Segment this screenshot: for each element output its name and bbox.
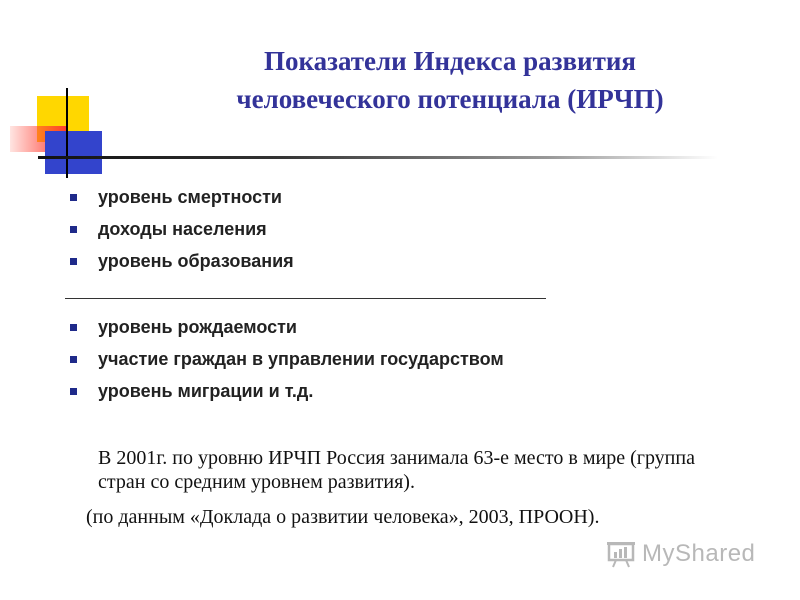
square-bullet-icon <box>70 388 77 395</box>
list-item <box>70 380 504 412</box>
russia-ranking-paragraph: В 2001г. по уровню ИРЧП Россия занимала 63-е место в мире (группа стран со средним уровнем развития). <box>98 447 695 493</box>
presentation-board-icon <box>606 539 636 569</box>
myshared-watermark <box>606 537 755 571</box>
decor-vertical-line <box>66 88 68 178</box>
list-item-label: доходы населения <box>98 219 267 239</box>
slide-title <box>170 42 730 118</box>
list-item <box>70 250 294 282</box>
square-bullet-icon <box>70 226 77 233</box>
list-item-label: уровень рождаемости <box>98 317 297 337</box>
square-bullet-icon <box>70 356 77 363</box>
list-item-label: уровень миграции и т.д. <box>98 381 314 401</box>
indicator-list-primary <box>70 186 294 282</box>
list-item-label: уровень образования <box>98 251 294 271</box>
title-line-1: Показатели Индекса развития <box>263 46 637 76</box>
list-item <box>70 348 504 380</box>
square-bullet-icon <box>70 194 77 201</box>
title-line-2: человеческого потенциала (ИРЧП) <box>236 84 664 114</box>
list-item <box>70 316 504 348</box>
source-note: (по данным «Доклада о развитии человека», 2003, ПРООН). <box>86 506 600 528</box>
list-item <box>70 186 294 218</box>
list-item-label: уровень смертности <box>98 187 282 207</box>
square-bullet-icon <box>70 324 77 331</box>
indicator-list-secondary <box>70 316 504 412</box>
list-item-label: участие граждан в управлении государством <box>98 349 504 369</box>
watermark-text: MyShared <box>642 540 756 567</box>
list-divider <box>65 298 546 299</box>
square-bullet-icon <box>70 258 77 265</box>
title-underline <box>38 156 718 159</box>
decor-blue-square <box>45 131 102 174</box>
list-item <box>70 218 294 250</box>
